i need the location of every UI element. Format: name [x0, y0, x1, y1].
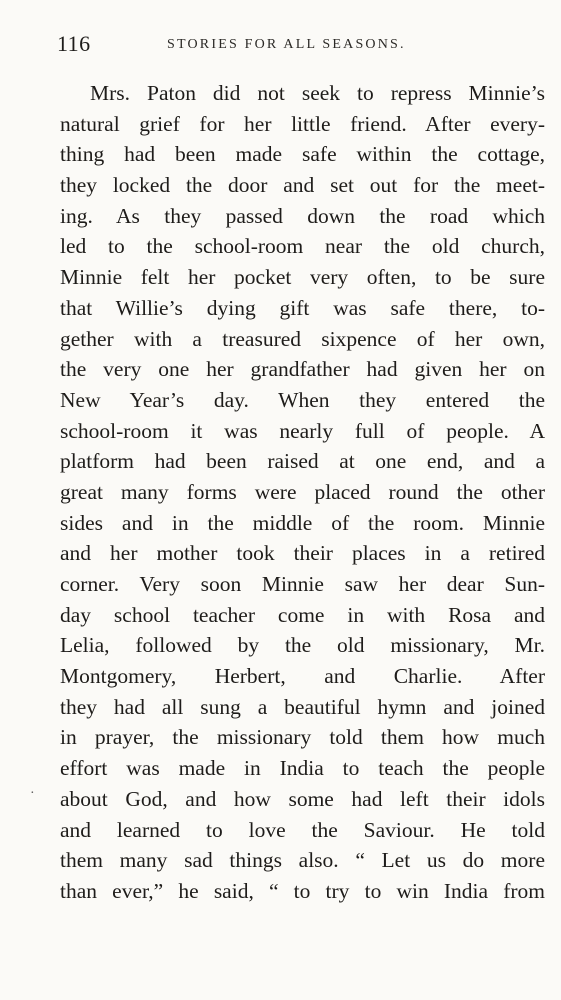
page-number: 116 — [57, 31, 91, 56]
text-line: gether with a treasured sixpence of her own, — [60, 326, 545, 351]
text-line: Montgomery, Herbert, and Charlie. After — [60, 664, 545, 689]
text-line: corner. Very soon Minnie saw her dear Sun- — [60, 572, 545, 596]
text-line: in prayer, the missionary told them how much — [60, 725, 545, 750]
text-line: New Year’s day. When they entered the — [60, 387, 545, 412]
text-line: than ever,” he said, “ to try to win India from — [60, 878, 545, 903]
page-header — [57, 30, 543, 58]
text-line: and her mother took their places in a retired — [60, 541, 545, 566]
text-line: sides and in the middle of the room. Minnie — [60, 510, 545, 535]
text-line: platform had been raised at one end, and a — [60, 449, 545, 474]
text-line: led to the school-room near the old church, — [60, 234, 545, 259]
text-line: great many forms were placed round the other — [60, 479, 545, 504]
text-line: thing had been made safe within the cottage, — [60, 142, 545, 167]
margin-mark: · — [30, 786, 35, 801]
text-line: they had all sung a beautiful hymn and joined — [60, 694, 545, 719]
text-line: they locked the door and set out for the meet- — [60, 173, 545, 198]
text-line: that Willie’s dying gift was safe there, to- — [60, 295, 545, 320]
text-line: Lelia, followed by the old missionary, Mr. — [60, 633, 545, 658]
running-head: STORIES FOR ALL SEASONS. — [167, 37, 406, 52]
text-line: school-room it was nearly full of people. A — [60, 418, 545, 443]
text-line: about God, and how some had left their idols — [60, 786, 545, 811]
text-line: Mrs. Paton did not seek to repress Minnie’s — [90, 81, 545, 105]
text-line: effort was made in India to teach the people — [60, 756, 545, 781]
text-line: natural grief for her little friend. After every- — [60, 111, 545, 136]
text-line: them many sad things also. “ Let us do more — [60, 848, 545, 873]
text-line: ing. As they passed down the road which — [60, 203, 545, 228]
text-line: the very one her grandfather had given her on — [60, 357, 545, 382]
text-line: and learned to love the Saviour. He told — [60, 817, 545, 842]
text-line: day school teacher come in with Rosa and — [60, 602, 545, 627]
body-text — [60, 78, 545, 907]
text-line: Minnie felt her pocket very often, to be sure — [60, 265, 545, 290]
